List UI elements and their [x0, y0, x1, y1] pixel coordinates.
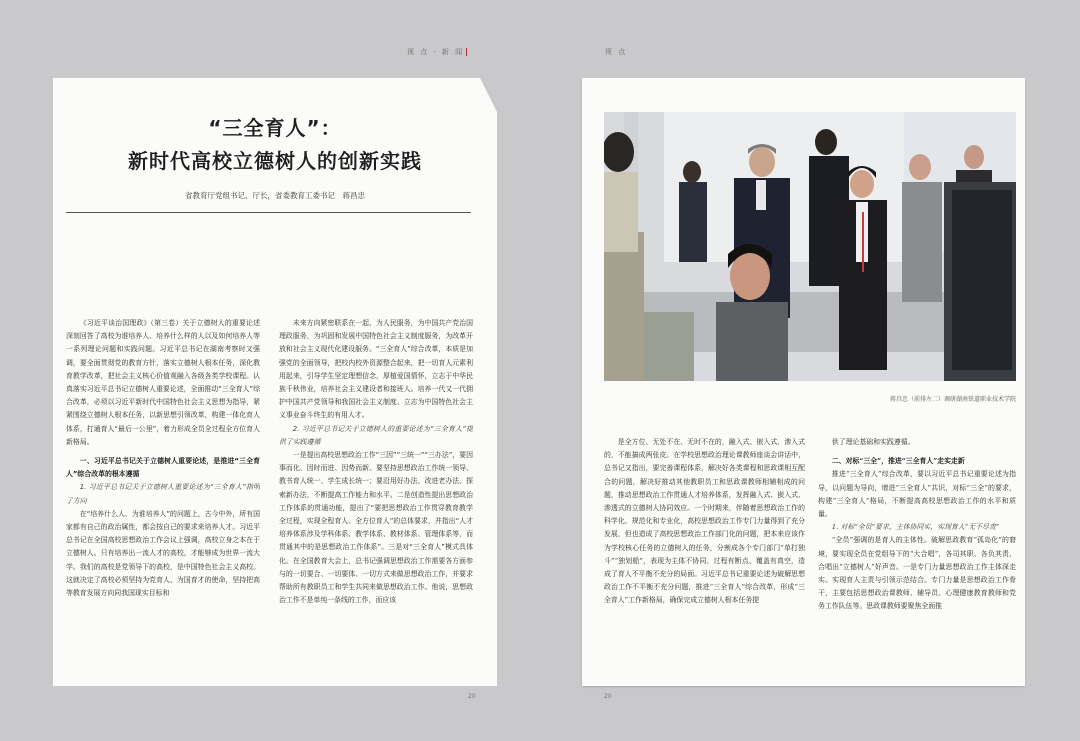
news-photo	[604, 112, 1016, 381]
body-paragraph: 是全方位、无处不在、无时不在的，融入式、嵌入式、渗入式的，不能搞成两张皮。在学校思想政治理论课教师座谈会讲话中，总书记又指出，要完善课程体系，解决好各类课程和思政课相互配合的问题，解决好推动其他教职员工和思政课教师相辅相成的问题，推动思想政治工作贯通人才培养体系，发挥融入式、嵌入式、渗透式的立德树人协同效应。一个时期来，伴随着思想政治工作的科学化、规范化和专业化，高校思想政治工作专门力量得到了充分发展，但也造成了高校思想政治工作部门化的问题，把本来应该作为学校核心任务的立德树人的任务，分割成各个专门部门“单打独斗”“独划船”，表现为主体不协同、过程有断点、覆盖有真空，造成了育人不平衡不充分的局面。习近平总书记重要论述为破解思想政治工作不平衡不充分问题，推进“三全育人”综合改革，形成“三全育人”工作新格局，确保完成立德树人根本任务提	[604, 438, 805, 605]
text-column-1	[66, 317, 260, 600]
article-title-line1: “三全育人”：	[208, 116, 342, 140]
title-divider	[66, 212, 471, 213]
section-heading: 二、对标“三全”，推进“三全育人”走实走新	[831, 457, 965, 466]
text-column-4	[818, 436, 1016, 614]
body-paragraph: 在“培养什么人、为谁培养人”的问题上，古今中外，所有国家都有自己的政治属性，都会按自己的要求来培养人才。习近平总书记在全国高校思想政治工作会议上强调，高校立身之本在于立德树人。只有培养出一流人才的高校，才能够成为世界一流大学。我们的高校是党领导下的高校，是中国特色社会主义高校。这就决定了高校必须坚持为党育人、为国育才的使命，坚持把高等教育发展方向同我国现实目标和	[66, 509, 260, 598]
page-number-right: 20	[604, 693, 612, 700]
running-head-left: 视 点 · 新 闻	[407, 47, 467, 57]
subsection-heading: 1. 对标“全员”要求，主体协同实，实现育人“无不尽责”	[831, 523, 1000, 532]
photo-illustration	[604, 112, 1016, 381]
author-byline: 省教育厅党组书记、厅长，省委教育工委书记 蒋昌忠	[185, 191, 365, 200]
running-head-right: 视 点	[605, 48, 628, 56]
subsection-heading: 1. 习近平总书记关于立德树人重要论述为“三全育人”指明了方向	[66, 483, 260, 505]
body-paragraph: 供了理论基础和实践遵循。	[831, 438, 915, 446]
body-paragraph: “全员”强调的是育人的主体性。破解思政教育“孤岛化”的窘境，要实现全员在党组导下的“大合唱”，各司其职、各负其责、合唱出“立德树人”好声音。一是专门力量思想政治工作主体深走实。实现育人主责与引领示范结合。专门力量是思想政治工作骨干，主要包括思想政治课教师、辅导员、心理健康教育教师和党务工作队伍等。思政课教师要聚焦全面推	[818, 536, 1016, 611]
page-number-left: 20	[468, 693, 476, 700]
red-bar-mark	[466, 48, 467, 56]
body-paragraph: 《习近平谈治国理政》（第三卷）关于立德树人的重要论述深刻回答了高校为谁培养人、培养什么样的人以及如何培养人等一系列理论问题和实践问题。习近平总书记在湖南考察时又强调，要全面贯彻党的教育方针，落实立德树人根本任务，深化教育教学改革，把社会主义核心价值观融入各级各类学校课程。认真落实习近平总书记立德树人重要论述，全面推动“三全育人”综合改革，必须以习近平新时代中国特色社会主义思想为指导，紧紧围绕立德树人根本任务，以新思想引领改革，构建一体化育人体系，打通育人“最后一公里”，着力形成全员全过程全方位育人新格局。	[66, 319, 260, 446]
article-title-line2: 新时代高校立德树人的创新实践	[128, 149, 422, 173]
text-column-2	[279, 317, 473, 607]
body-paragraph: 推进“三全育人”综合改革，要以习近平总书记重要论述为指导，以问题为导向，增进“三全育人”共识，对标“三全”的要求，构建“三全育人”格局，不断提高高校思想政治工作的水平和质量。	[818, 470, 1016, 519]
body-paragraph: 未来方向紧密联系在一起，为人民服务，为中国共产党治国理政服务，为巩固和发展中国特色社会主义制度服务，为改革开放和社会主义现代化建设服务。“三全育人”综合改革，本质是加强党的全面领导，把校内校外资源整合起来，把一切育人元素利用起来，引导学生坚定理想信念，厚植爱国情怀，立志于中华民族千秋伟业，培养社会主义建设者和接班人。培养一代又一代拥护中国共产党领导和我国社会主义制度、立志为中国特色社会主义事业奋斗终生的有用人才。	[279, 319, 473, 420]
text-column-3	[604, 436, 805, 608]
body-paragraph: 一是提出高校思想政治工作“三因”“三统一”“三办法”，要因事而化、因时而进、因势而新。要坚持思想政治工作统一领导、教书育人统一、学生成长统一；要沿用好办法、改进老办法、探索新办法，不断提高工作能力和水平。二是创造性提出思想政治工作体系的贯通功能，提出了“要把思想政治工作贯穿教育教学全过程，实现全程育人、全方位育人”的总体要求，并指出“人才培养体系涉及学科体系、教学体系、教材体系、管理体系等，而贯通其中的是思想政治工作体系”。三是对“三全育人”模式具体化。在全国教育大会上，总书记强调思想政治工作需要各方面参与的一切要合、一切要体、一切方式来做思想政治工作，并要求帮助所有教职员工和学生共同来做思想政治工作。他说，思想政治工作不是单纯一条线的工作，而应该	[279, 451, 473, 605]
photo-caption: 蒋昌忠（前排左二）调研湖南铁道职业技术学院	[889, 396, 1016, 403]
subsection-heading: 2. 习近平总书记关于立德树人的重要论述为“三全育人”提供了实践遵循	[279, 424, 473, 446]
section-heading: 一、习近平总书记关于立德树人重要论述，是推进“三全育人”综合改革的根本遵循	[66, 457, 260, 479]
